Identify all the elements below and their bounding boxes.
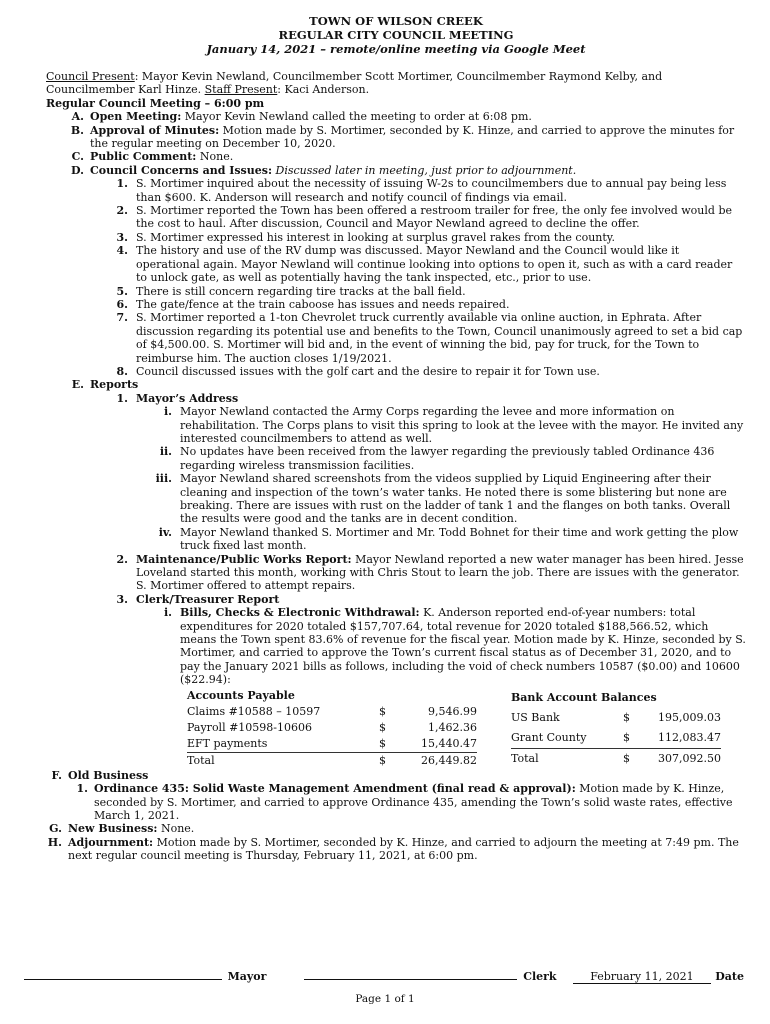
meeting-date: January 14, 2021 – remote/online meeting via Google Meet	[206, 42, 586, 56]
section-title: Open Meeting:	[90, 110, 182, 124]
item-number: 6.	[116, 297, 128, 311]
section-reports	[54, 378, 746, 391]
section-label: B.	[70, 123, 84, 137]
cell-currency: $	[623, 730, 630, 744]
section-text: Mayor Kevin Newland called the meeting to order at 6:08 pm.	[181, 110, 532, 124]
section-label: H.	[47, 835, 62, 849]
item-number: 1.	[76, 782, 88, 796]
accounts-payable-table	[187, 688, 477, 769]
town-title: TOWN OF WILSON CREEK	[309, 14, 483, 28]
item-number: 5.	[116, 284, 128, 298]
clerk-signature-line	[304, 968, 517, 980]
cell-amount: 9,546.99	[428, 704, 477, 718]
list-item	[104, 365, 746, 378]
document-header	[46, 14, 746, 56]
item-number: iii.	[155, 472, 172, 486]
council-present-label: Council Present	[46, 70, 135, 83]
attendance	[46, 70, 746, 97]
section-open-meeting	[54, 110, 746, 123]
table-heading: Accounts Payable	[187, 688, 295, 702]
item-title: Maintenance/Public Works Report:	[136, 552, 352, 566]
section-old-business	[46, 769, 746, 782]
staff-present-label: Staff Present	[204, 83, 278, 97]
list-item	[104, 311, 746, 365]
cell-currency: $	[379, 704, 386, 718]
list-item	[104, 298, 746, 311]
cell-name: EFT payments	[187, 736, 268, 750]
cell-currency: $	[623, 710, 630, 724]
cell-name: Grant County	[511, 730, 587, 744]
item-text: No updates have been received from the lawyer regarding the previously tabled Ordinance 436 regarding wireless transmission facilities.	[180, 445, 715, 472]
item-text: Mayor Newland reported a new water manager has been hired. Jesse Loveland started this month, working with Chris Stout to learn the job. There are issues with the generator. S. Mortimer offered to attempt repairs.	[136, 552, 744, 593]
staff-present-text: : Kaci Anderson.	[277, 83, 370, 97]
list-item	[150, 526, 746, 553]
table-row	[511, 708, 721, 728]
section-label: D.	[71, 163, 84, 177]
item-text: Motion made by K. Hinze, seconded by S. Mortimer, and carried to approve Ordinance 435, amending the Town’s solid waste rates, effective March 1, 2021.	[94, 782, 733, 822]
table-total-row	[187, 752, 477, 769]
cell-currency: $	[379, 736, 386, 750]
table-row	[511, 728, 721, 749]
section-text: None.	[157, 822, 195, 836]
section-approval-of-minutes	[54, 124, 746, 151]
cell-amount: 15,440.47	[421, 736, 477, 750]
section-title: Old Business	[68, 768, 149, 782]
section-adjournment	[46, 836, 746, 863]
item-number: 2.	[116, 204, 128, 218]
cell-name: Claims #10588 – 10597	[187, 704, 321, 718]
item-text: Mayor Newland thanked S. Mortimer and Mr. Todd Bohnet for their time and work getting the plow truck fixed last month.	[180, 525, 739, 553]
item-number: 4.	[116, 244, 128, 258]
item-text: There is still concern regarding tire tracks at the ball field.	[136, 284, 466, 298]
section-title: Reports	[90, 378, 139, 392]
table-row	[187, 720, 477, 736]
meeting-heading: Regular Council Meeting – 6:00 pm	[46, 96, 265, 110]
section-text: None.	[196, 150, 234, 164]
cell-name: US Bank	[511, 710, 560, 724]
cell-name: Payroll #10598-10606	[187, 720, 313, 734]
section-title: Public Comment:	[90, 150, 197, 164]
item-number: 3.	[116, 592, 128, 606]
cell-currency: $	[379, 752, 399, 769]
cell-currency: $	[623, 748, 643, 769]
mayor-signature-line	[24, 968, 222, 980]
bank-balances-table	[511, 688, 721, 769]
item-text: The history and use of the RV dump was discussed. Mayor Newland and the Council would like it operational again. Mayor Newland will continue looking into options to open it, such as with a card reader to unlock gate, as well as potentially having the tank inspected, etc., prior to use.	[136, 244, 733, 285]
mayor-label: Mayor	[227, 970, 267, 983]
list-item	[104, 244, 746, 284]
item-number: 7.	[116, 311, 128, 325]
item-number: ii.	[159, 445, 172, 459]
section-note: Discussed later in meeting, just prior to adjournment.	[272, 163, 577, 177]
clerk-label: Clerk	[523, 970, 557, 983]
section-label: A.	[71, 110, 84, 124]
item-number: 1.	[116, 177, 128, 191]
item-number: i.	[163, 405, 172, 419]
section-label: C.	[71, 150, 84, 164]
signature-date: February 11, 2021	[573, 971, 712, 984]
cell-amount: 26,449.82	[399, 752, 477, 769]
section-council-concerns	[54, 164, 746, 177]
list-item	[104, 177, 746, 204]
report-mayors-address	[104, 392, 746, 405]
council-present-text: : Mayor Kevin Newland, Councilmember Scott Mortimer, Councilmember Raymond Kelby, and Councilmember Karl Hinze.	[46, 70, 663, 97]
list-item	[150, 445, 746, 472]
section-label: E.	[71, 378, 84, 392]
item-title: Clerk/Treasurer Report	[136, 592, 280, 606]
cell-amount: 307,092.50	[643, 748, 721, 769]
page-number: Page 1 of 1	[355, 993, 415, 1005]
item-number: 8.	[116, 364, 128, 378]
item-text: S. Mortimer reported the Town has been offered a restroom trailer for free, the only fee involved would be the cost to haul. After discussion, Council and Mayor Newland agreed to decline the offer.	[136, 204, 732, 231]
item-number: iv.	[158, 525, 172, 539]
list-item	[150, 606, 746, 686]
cell-amount: 112,083.47	[658, 730, 721, 744]
cell-name: Total	[187, 752, 379, 769]
section-title: Approval of Minutes:	[90, 123, 220, 137]
item-text: The gate/fence at the train caboose has issues and needs repaired.	[136, 297, 510, 311]
signature-block	[24, 968, 744, 984]
section-label: F.	[51, 768, 62, 782]
list-item	[72, 782, 746, 822]
section-title: Council Concerns and Issues:	[90, 163, 272, 177]
section-title: Adjournment:	[68, 835, 154, 849]
item-title: Ordinance 435: Solid Waste Management Amendment (final read & approval):	[94, 782, 576, 796]
list-item	[104, 204, 746, 231]
item-title: Bills, Checks & Electronic Withdrawal:	[180, 606, 420, 620]
list-item	[104, 231, 746, 244]
section-title: New Business:	[68, 822, 158, 836]
table-row	[187, 704, 477, 720]
item-text: Mayor Newland contacted the Army Corps regarding the levee and more information on rehabilitation. The Corps plans to visit this spring to look at the levee with the mayor. He invited any interested councilmembers to attend as well.	[180, 405, 744, 445]
report-maintenance	[104, 553, 746, 593]
item-text: S. Mortimer expressed his interest in looking at surplus gravel rakes from the county.	[136, 230, 616, 244]
cell-currency: $	[379, 720, 386, 734]
minutes-page	[46, 14, 746, 863]
item-text: K. Anderson reported end-of-year numbers: total expenditures for 2020 totaled $157,707.64, total revenue for 2020 totaled $188,566.52, which means the Town spent 83.6% of revenue for the fiscal year. Motion made by K. Hinze, seconded by S. Mortimer, and carried to approve the Town’s current fiscal status as of December 31, 2020, and to pay the January 2021 bills as follows, including the void of check numbers 10587 ($0.00) and 10600 ($22.94):	[180, 606, 746, 687]
item-title: Mayor’s Address	[136, 391, 239, 405]
item-text: S. Mortimer reported a 1-ton Chevrolet truck currently available via online auction, in Ephrata. After discussion regarding its potential use and benefits to the Town, Council unanimously agreed to set a bid cap of $4,500.00. S. Mortimer will bid and, in the event of winning the bid, pay for truck, for the Town to reimburse him. The auction closes 1/19/2021.	[136, 311, 743, 365]
item-text: Council discussed issues with the golf cart and the desire to repair it for Town use.	[136, 364, 600, 378]
section-new-business	[46, 822, 746, 835]
list-item	[150, 405, 746, 445]
section-public-comment	[54, 150, 746, 163]
table-total-row	[511, 748, 721, 769]
section-text: Motion made by S. Mortimer, seconded by K. Hinze, and carried to adjourn the meeting at 7:49 pm. The next regular council meeting is Thursday, February 11, 2021, at 6:00 pm.	[68, 835, 739, 863]
table-row	[187, 736, 477, 753]
item-text: Mayor Newland shared screenshots from the videos supplied by Liquid Engineering after their cleaning and inspection of the town’s water tanks. He noted there is some blistering but none are breaking. There are issues with rust on the ladder of tank 1 and the flanges on both tanks. Overall the results were good and the tanks are in decent condition.	[180, 472, 731, 526]
cell-amount: 1,462.36	[428, 720, 477, 734]
section-text: Motion made by S. Mortimer, seconded by K. Hinze, and carried to approve the minutes for the regular meeting on December 10, 2020.	[90, 123, 735, 151]
list-item	[150, 472, 746, 526]
list-item	[104, 285, 746, 298]
date-label: Date	[715, 970, 744, 983]
item-text: S. Mortimer inquired about the necessity of issuing W-2s to councilmembers due to annual pay being less than $600. K. Anderson will research and notify council of findings via email.	[136, 177, 727, 204]
financial-tables	[187, 688, 746, 769]
item-number: 3.	[116, 230, 128, 244]
item-number: 2.	[116, 552, 128, 566]
cell-amount: 195,009.03	[658, 710, 721, 724]
meeting-title: REGULAR CITY COUNCIL MEETING	[278, 28, 514, 42]
item-number: 1.	[116, 391, 128, 405]
section-label: G.	[49, 822, 62, 836]
item-number: i.	[163, 606, 172, 620]
cell-name: Total	[511, 748, 623, 769]
table-heading: Bank Account Balances	[511, 690, 657, 704]
report-clerk-treasurer	[104, 593, 746, 606]
